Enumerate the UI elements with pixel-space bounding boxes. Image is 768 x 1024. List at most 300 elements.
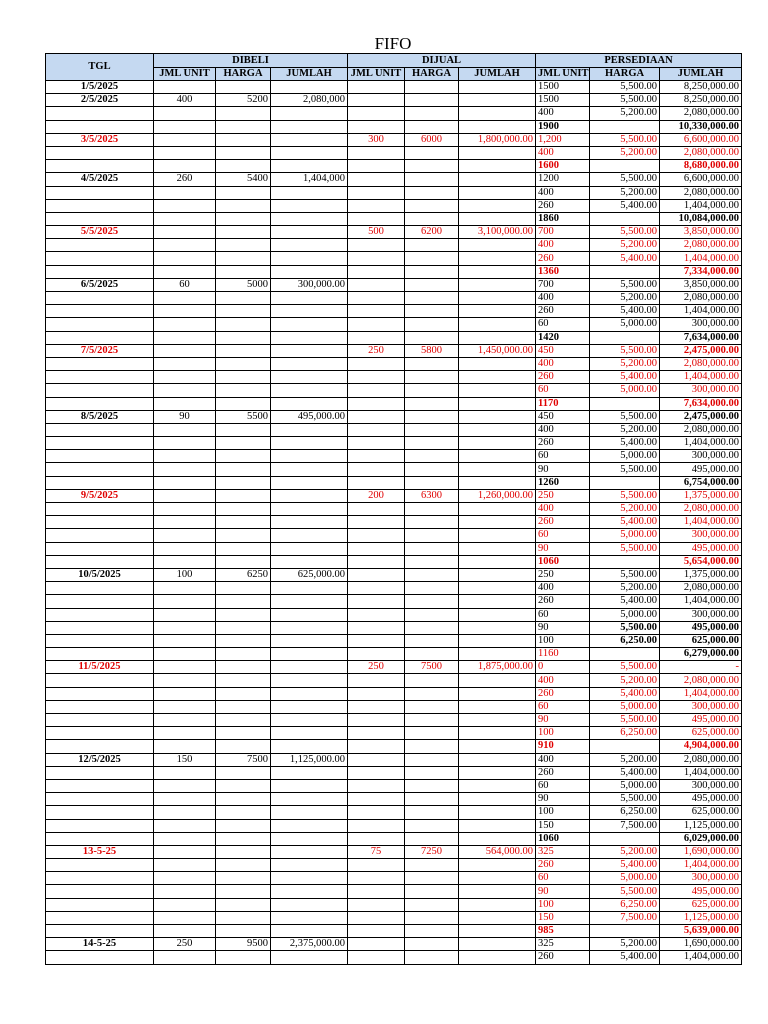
cell-jml-unit-beli — [154, 397, 216, 410]
cell-jml-unit-jual — [348, 397, 405, 410]
cell-harga-persediaan: 5,000.00 — [590, 384, 660, 397]
cell-jumlah-jual — [459, 371, 536, 384]
cell-harga-persediaan: 5,500.00 — [590, 133, 660, 146]
cell-harga-beli — [216, 239, 271, 252]
cell-harga-beli — [216, 542, 271, 555]
cell-tgl — [46, 331, 154, 344]
cell-jml-unit-jual — [348, 568, 405, 581]
cell-jml-unit-jual — [348, 779, 405, 792]
cell-harga-persediaan — [590, 265, 660, 278]
cell-jumlah-persediaan: 8,680,000.00 — [660, 160, 742, 173]
cell-jumlah-persediaan: 1,404,000.00 — [660, 859, 742, 872]
table-row — [46, 582, 742, 595]
cell-jumlah-beli — [271, 898, 348, 911]
cell-tgl: 12/5/2025 — [46, 753, 154, 766]
cell-tgl: 6/5/2025 — [46, 278, 154, 291]
cell-jml-unit-beli — [154, 133, 216, 146]
cell-harga-beli — [216, 634, 271, 647]
table-row — [46, 608, 742, 621]
cell-jml-unit-persediaan: 1860 — [536, 212, 590, 225]
table-row — [46, 278, 742, 291]
cell-harga-persediaan: 5,000.00 — [590, 872, 660, 885]
cell-tgl — [46, 687, 154, 700]
cell-jml-unit-beli — [154, 384, 216, 397]
cell-jumlah-jual — [459, 766, 536, 779]
cell-jumlah-beli — [271, 107, 348, 120]
cell-jml-unit-persediaan: 150 — [536, 819, 590, 832]
cell-jumlah-beli — [271, 766, 348, 779]
cell-jumlah-beli — [271, 463, 348, 476]
cell-jumlah-jual — [459, 503, 536, 516]
subheader-jml-unit-beli: JML UNIT — [154, 68, 216, 81]
cell-harga-beli — [216, 160, 271, 173]
cell-harga-jual: 7250 — [405, 845, 459, 858]
cell-jml-unit-jual — [348, 687, 405, 700]
table-row — [46, 331, 742, 344]
cell-jml-unit-jual — [348, 265, 405, 278]
cell-harga-persediaan: 5,500.00 — [590, 542, 660, 555]
cell-tgl — [46, 239, 154, 252]
cell-tgl — [46, 437, 154, 450]
cell-harga-persediaan: 7,500.00 — [590, 819, 660, 832]
cell-harga-persediaan — [590, 397, 660, 410]
cell-jml-unit-persediaan: 250 — [536, 489, 590, 502]
cell-jml-unit-beli — [154, 740, 216, 753]
cell-harga-persediaan: 5,200.00 — [590, 753, 660, 766]
cell-harga-beli — [216, 516, 271, 529]
table-row — [46, 410, 742, 423]
table-row — [46, 898, 742, 911]
cell-jumlah-jual — [459, 252, 536, 265]
cell-jumlah-beli — [271, 582, 348, 595]
cell-harga-persediaan: 5,200.00 — [590, 107, 660, 120]
cell-jml-unit-jual — [348, 793, 405, 806]
cell-jml-unit-beli — [154, 516, 216, 529]
cell-jml-unit-beli: 150 — [154, 753, 216, 766]
cell-jumlah-beli — [271, 318, 348, 331]
cell-jumlah-beli — [271, 806, 348, 819]
cell-jumlah-persediaan: 1,404,000.00 — [660, 437, 742, 450]
table-row — [46, 292, 742, 305]
cell-harga-jual — [405, 186, 459, 199]
cell-jml-unit-beli — [154, 146, 216, 159]
cell-jml-unit-beli: 400 — [154, 94, 216, 107]
cell-tgl — [46, 397, 154, 410]
cell-jml-unit-beli — [154, 542, 216, 555]
cell-harga-beli — [216, 845, 271, 858]
cell-jml-unit-jual — [348, 898, 405, 911]
table-row — [46, 674, 742, 687]
cell-jml-unit-persediaan: 1360 — [536, 265, 590, 278]
table-body — [46, 81, 742, 965]
table-row — [46, 872, 742, 885]
cell-jml-unit-persediaan: 400 — [536, 146, 590, 159]
table-row — [46, 925, 742, 938]
cell-jml-unit-beli: 260 — [154, 173, 216, 186]
cell-jml-unit-persediaan: 100 — [536, 727, 590, 740]
cell-jumlah-jual — [459, 212, 536, 225]
cell-tgl — [46, 951, 154, 964]
cell-jml-unit-jual: 75 — [348, 845, 405, 858]
cell-harga-beli — [216, 806, 271, 819]
table-row — [46, 859, 742, 872]
table-row — [46, 819, 742, 832]
table-row — [46, 529, 742, 542]
cell-jml-unit-beli — [154, 81, 216, 94]
cell-tgl: 2/5/2025 — [46, 94, 154, 107]
cell-jumlah-beli — [271, 819, 348, 832]
cell-harga-beli — [216, 384, 271, 397]
cell-jumlah-jual — [459, 107, 536, 120]
cell-jml-unit-beli — [154, 463, 216, 476]
cell-tgl — [46, 634, 154, 647]
cell-jml-unit-beli — [154, 648, 216, 661]
cell-jumlah-beli: 1,404,000 — [271, 173, 348, 186]
cell-tgl — [46, 648, 154, 661]
cell-harga-persediaan: 5,500.00 — [590, 410, 660, 423]
cell-harga-jual — [405, 911, 459, 924]
cell-tgl — [46, 555, 154, 568]
cell-tgl — [46, 146, 154, 159]
cell-harga-jual — [405, 212, 459, 225]
cell-jumlah-persediaan: 10,330,000.00 — [660, 120, 742, 133]
table-row — [46, 938, 742, 951]
cell-jumlah-jual: 1,260,000.00 — [459, 489, 536, 502]
cell-jumlah-jual — [459, 542, 536, 555]
cell-tgl: 10/5/2025 — [46, 568, 154, 581]
cell-tgl — [46, 318, 154, 331]
cell-harga-beli — [216, 226, 271, 239]
cell-jumlah-persediaan: 7,634,000.00 — [660, 397, 742, 410]
cell-jml-unit-persediaan: 260 — [536, 951, 590, 964]
cell-harga-jual — [405, 542, 459, 555]
cell-harga-persediaan: 5,000.00 — [590, 608, 660, 621]
cell-harga-persediaan: 5,000.00 — [590, 700, 660, 713]
cell-harga-beli — [216, 81, 271, 94]
cell-jml-unit-jual — [348, 859, 405, 872]
table-row — [46, 727, 742, 740]
cell-jml-unit-jual — [348, 595, 405, 608]
cell-harga-beli — [216, 898, 271, 911]
cell-jml-unit-beli — [154, 832, 216, 845]
cell-jml-unit-beli — [154, 859, 216, 872]
cell-jml-unit-jual: 250 — [348, 344, 405, 357]
cell-harga-persediaan — [590, 555, 660, 568]
cell-jumlah-beli — [271, 727, 348, 740]
cell-jml-unit-jual — [348, 199, 405, 212]
cell-jml-unit-beli — [154, 555, 216, 568]
header-dijual: DIJUAL — [348, 54, 536, 68]
cell-jumlah-persediaan: 495,000.00 — [660, 621, 742, 634]
cell-jml-unit-beli — [154, 529, 216, 542]
cell-jml-unit-persediaan: 90 — [536, 542, 590, 555]
cell-jumlah-jual — [459, 331, 536, 344]
cell-harga-jual — [405, 779, 459, 792]
cell-jumlah-persediaan: 300,000.00 — [660, 700, 742, 713]
cell-jml-unit-persediaan: 910 — [536, 740, 590, 753]
cell-harga-beli — [216, 186, 271, 199]
cell-jml-unit-persediaan: 100 — [536, 898, 590, 911]
subheader-jumlah-persediaan: JUMLAH — [660, 68, 742, 81]
cell-jml-unit-jual — [348, 107, 405, 120]
cell-tgl — [46, 305, 154, 318]
cell-jumlah-persediaan: 3,850,000.00 — [660, 226, 742, 239]
cell-harga-jual — [405, 371, 459, 384]
cell-tgl — [46, 450, 154, 463]
cell-jml-unit-jual — [348, 911, 405, 924]
cell-jumlah-persediaan: 2,080,000.00 — [660, 674, 742, 687]
cell-harga-persediaan: 5,400.00 — [590, 766, 660, 779]
cell-jml-unit-jual — [348, 648, 405, 661]
cell-harga-beli — [216, 450, 271, 463]
cell-harga-persediaan: 5,400.00 — [590, 199, 660, 212]
cell-jumlah-jual — [459, 397, 536, 410]
cell-tgl — [46, 186, 154, 199]
cell-harga-persediaan: 5,000.00 — [590, 450, 660, 463]
cell-jml-unit-jual — [348, 806, 405, 819]
subheader-jml-unit-persediaan: JML UNIT — [536, 68, 590, 81]
header-persediaan: PERSEDIAAN — [536, 54, 742, 68]
cell-harga-beli — [216, 489, 271, 502]
cell-harga-persediaan: 5,500.00 — [590, 344, 660, 357]
cell-tgl — [46, 872, 154, 885]
cell-harga-beli: 5000 — [216, 278, 271, 291]
cell-harga-persediaan: 5,500.00 — [590, 226, 660, 239]
cell-tgl — [46, 793, 154, 806]
cell-harga-jual — [405, 503, 459, 516]
cell-jumlah-beli — [271, 911, 348, 924]
cell-jumlah-persediaan: 2,475,000.00 — [660, 344, 742, 357]
cell-jumlah-persediaan: 300,000.00 — [660, 872, 742, 885]
table-row — [46, 437, 742, 450]
cell-harga-beli: 5400 — [216, 173, 271, 186]
table-row — [46, 463, 742, 476]
cell-harga-beli — [216, 925, 271, 938]
cell-jumlah-persediaan: 1,125,000.00 — [660, 911, 742, 924]
cell-harga-jual — [405, 621, 459, 634]
cell-harga-jual — [405, 753, 459, 766]
cell-harga-jual — [405, 555, 459, 568]
table-row — [46, 661, 742, 674]
cell-harga-jual — [405, 463, 459, 476]
cell-jml-unit-jual — [348, 516, 405, 529]
table-row — [46, 687, 742, 700]
cell-harga-persediaan: 7,500.00 — [590, 911, 660, 924]
subheader-harga-beli: HARGA — [216, 68, 271, 81]
table-row — [46, 595, 742, 608]
cell-harga-beli — [216, 740, 271, 753]
cell-jml-unit-beli — [154, 331, 216, 344]
table-row — [46, 252, 742, 265]
cell-harga-jual: 5800 — [405, 344, 459, 357]
cell-jml-unit-beli — [154, 925, 216, 938]
cell-harga-jual — [405, 146, 459, 159]
cell-jml-unit-persediaan: 0 — [536, 661, 590, 674]
cell-jml-unit-jual — [348, 542, 405, 555]
cell-harga-persediaan: 5,200.00 — [590, 423, 660, 436]
cell-jumlah-jual — [459, 621, 536, 634]
cell-harga-jual — [405, 582, 459, 595]
cell-jml-unit-jual — [348, 371, 405, 384]
cell-jumlah-beli — [271, 674, 348, 687]
cell-jml-unit-jual — [348, 951, 405, 964]
subheader-jumlah-jual: JUMLAH — [459, 68, 536, 81]
cell-harga-jual — [405, 120, 459, 133]
cell-jumlah-persediaan: 1,404,000.00 — [660, 595, 742, 608]
cell-jml-unit-jual: 200 — [348, 489, 405, 502]
cell-harga-jual — [405, 397, 459, 410]
cell-harga-persediaan: 5,000.00 — [590, 529, 660, 542]
cell-jumlah-persediaan: 6,600,000.00 — [660, 173, 742, 186]
cell-jumlah-jual — [459, 806, 536, 819]
cell-jml-unit-persediaan: 1060 — [536, 832, 590, 845]
cell-jml-unit-persediaan: 60 — [536, 700, 590, 713]
cell-harga-beli — [216, 423, 271, 436]
cell-harga-beli — [216, 344, 271, 357]
cell-harga-persediaan: 6,250.00 — [590, 727, 660, 740]
cell-jml-unit-persediaan: 1500 — [536, 94, 590, 107]
cell-jumlah-persediaan: 1,690,000.00 — [660, 845, 742, 858]
cell-jumlah-persediaan: 1,404,000.00 — [660, 516, 742, 529]
cell-jumlah-persediaan: 5,639,000.00 — [660, 925, 742, 938]
cell-harga-beli — [216, 885, 271, 898]
cell-jumlah-jual — [459, 318, 536, 331]
cell-jumlah-persediaan: 300,000.00 — [660, 608, 742, 621]
cell-harga-jual: 7500 — [405, 661, 459, 674]
cell-jumlah-jual — [459, 423, 536, 436]
cell-jml-unit-persediaan: 60 — [536, 779, 590, 792]
cell-jml-unit-jual — [348, 410, 405, 423]
cell-jumlah-beli — [271, 661, 348, 674]
cell-jml-unit-beli — [154, 489, 216, 502]
cell-jml-unit-persediaan: 400 — [536, 107, 590, 120]
cell-jumlah-beli — [271, 423, 348, 436]
cell-harga-beli — [216, 476, 271, 489]
cell-tgl — [46, 212, 154, 225]
cell-jml-unit-beli — [154, 344, 216, 357]
cell-jml-unit-beli — [154, 226, 216, 239]
cell-harga-beli — [216, 397, 271, 410]
cell-jumlah-jual — [459, 437, 536, 450]
cell-jml-unit-persediaan: 60 — [536, 529, 590, 542]
table-row — [46, 450, 742, 463]
cell-jml-unit-persediaan: 1200 — [536, 173, 590, 186]
cell-jumlah-persediaan: 2,080,000.00 — [660, 292, 742, 305]
cell-harga-persediaan: 5,200.00 — [590, 938, 660, 951]
cell-jml-unit-beli — [154, 714, 216, 727]
table-row — [46, 779, 742, 792]
cell-jumlah-jual — [459, 938, 536, 951]
cell-tgl — [46, 740, 154, 753]
table-row — [46, 648, 742, 661]
cell-harga-persediaan: 5,200.00 — [590, 357, 660, 370]
cell-jumlah-persediaan: 5,654,000.00 — [660, 555, 742, 568]
cell-tgl — [46, 885, 154, 898]
cell-harga-beli — [216, 911, 271, 924]
cell-jml-unit-jual — [348, 450, 405, 463]
cell-jml-unit-persediaan: 260 — [536, 437, 590, 450]
cell-jumlah-beli — [271, 186, 348, 199]
cell-harga-beli — [216, 714, 271, 727]
cell-jumlah-persediaan: - — [660, 661, 742, 674]
cell-jml-unit-persediaan: 90 — [536, 714, 590, 727]
table-row — [46, 885, 742, 898]
cell-jumlah-jual — [459, 951, 536, 964]
cell-harga-persediaan: 5,000.00 — [590, 779, 660, 792]
cell-jml-unit-persediaan: 60 — [536, 318, 590, 331]
cell-harga-jual — [405, 714, 459, 727]
cell-tgl — [46, 727, 154, 740]
table-row — [46, 81, 742, 94]
cell-jml-unit-jual — [348, 437, 405, 450]
cell-tgl: 5/5/2025 — [46, 226, 154, 239]
cell-harga-persediaan: 5,400.00 — [590, 305, 660, 318]
cell-jml-unit-persediaan: 100 — [536, 806, 590, 819]
table-row — [46, 318, 742, 331]
cell-jumlah-beli — [271, 133, 348, 146]
cell-harga-jual — [405, 568, 459, 581]
cell-harga-persediaan: 5,400.00 — [590, 859, 660, 872]
cell-jml-unit-jual — [348, 674, 405, 687]
cell-jml-unit-beli — [154, 503, 216, 516]
cell-jml-unit-persediaan: 60 — [536, 384, 590, 397]
cell-jumlah-jual: 564,000.00 — [459, 845, 536, 858]
cell-harga-persediaan: 5,500.00 — [590, 94, 660, 107]
cell-harga-beli — [216, 648, 271, 661]
cell-harga-jual: 6200 — [405, 226, 459, 239]
table-row — [46, 951, 742, 964]
cell-jml-unit-jual — [348, 239, 405, 252]
cell-tgl — [46, 516, 154, 529]
cell-harga-jual — [405, 107, 459, 120]
cell-harga-beli — [216, 595, 271, 608]
cell-jml-unit-beli — [154, 239, 216, 252]
cell-harga-jual — [405, 938, 459, 951]
cell-jumlah-persediaan: 6,754,000.00 — [660, 476, 742, 489]
cell-jumlah-jual — [459, 568, 536, 581]
cell-jml-unit-beli: 60 — [154, 278, 216, 291]
cell-jumlah-persediaan: 1,404,000.00 — [660, 766, 742, 779]
cell-harga-persediaan: 5,500.00 — [590, 793, 660, 806]
cell-harga-jual — [405, 305, 459, 318]
cell-jml-unit-jual — [348, 81, 405, 94]
cell-jumlah-jual — [459, 463, 536, 476]
cell-harga-persediaan: 5,200.00 — [590, 503, 660, 516]
cell-tgl — [46, 608, 154, 621]
cell-tgl — [46, 423, 154, 436]
cell-harga-beli — [216, 371, 271, 384]
table-row — [46, 120, 742, 133]
cell-harga-jual — [405, 674, 459, 687]
cell-jumlah-jual — [459, 832, 536, 845]
cell-tgl — [46, 160, 154, 173]
cell-harga-beli — [216, 503, 271, 516]
cell-jml-unit-jual — [348, 727, 405, 740]
table-row — [46, 199, 742, 212]
cell-harga-jual — [405, 239, 459, 252]
cell-tgl: 4/5/2025 — [46, 173, 154, 186]
cell-jumlah-beli — [271, 265, 348, 278]
cell-jml-unit-persediaan: 90 — [536, 885, 590, 898]
cell-tgl — [46, 582, 154, 595]
table-row — [46, 173, 742, 186]
cell-harga-jual — [405, 265, 459, 278]
cell-harga-beli — [216, 727, 271, 740]
cell-jumlah-beli — [271, 793, 348, 806]
cell-jumlah-beli — [271, 529, 348, 542]
cell-jumlah-jual — [459, 292, 536, 305]
cell-jumlah-jual — [459, 239, 536, 252]
